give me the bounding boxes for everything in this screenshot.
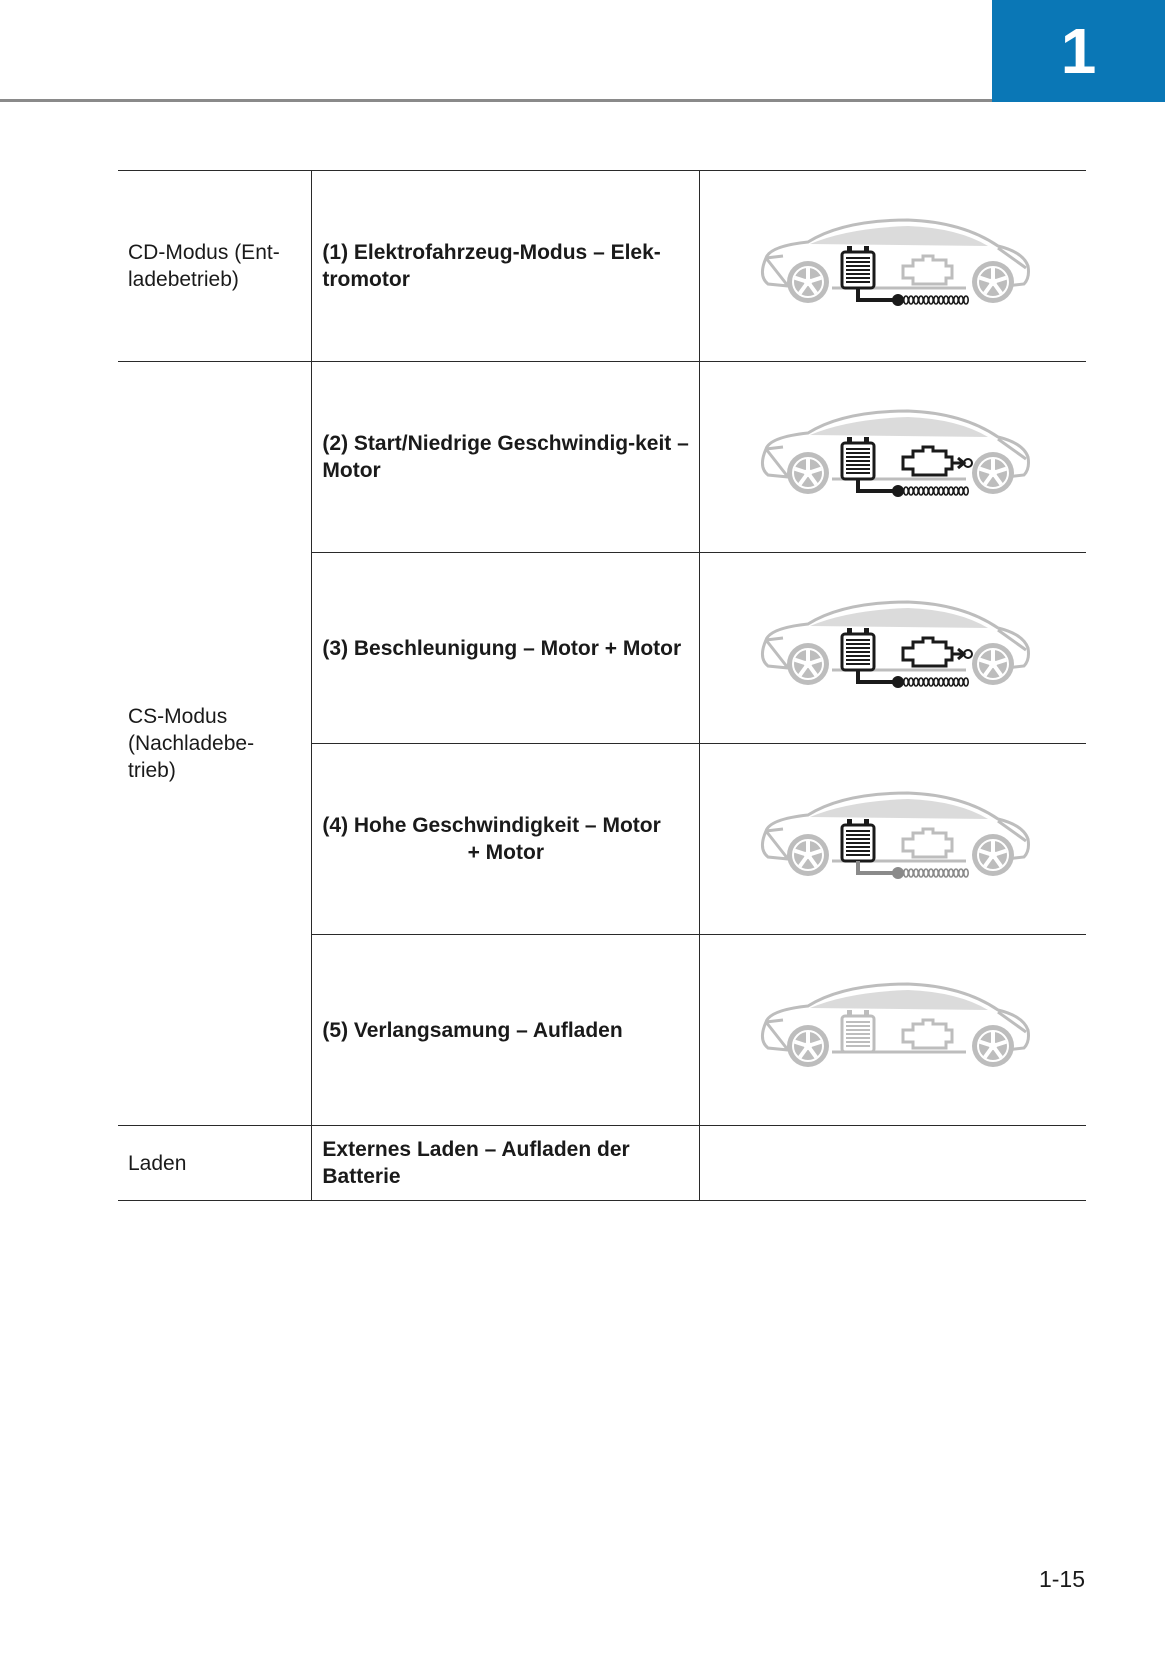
- diagram-cell: [700, 171, 1086, 362]
- description-cell: Externes Laden – Aufladen der Batterie: [312, 1126, 700, 1201]
- car-diagram-acceleration-mode: [710, 598, 1076, 698]
- description-cell: [312, 744, 700, 935]
- table-row: [118, 171, 1086, 362]
- description-cell: (1) Elektrofahrzeug-Modus – Elek-tromotor: [312, 171, 700, 362]
- car-diagram-high-speed-mode: [710, 789, 1076, 889]
- description-text: (4) Hohe Geschwindigkeit – Motor: [322, 814, 661, 837]
- diagram-cell-empty: [700, 1126, 1086, 1201]
- description-text-tail: + Motor: [467, 841, 544, 864]
- diagram-cell: [700, 553, 1086, 744]
- hybrid-modes-table: [118, 170, 1086, 1201]
- car-diagram-start-mode: [710, 407, 1076, 507]
- car-diagram-ev-mode: [710, 216, 1076, 316]
- table-row: [118, 1126, 1086, 1201]
- diagram-cell: [700, 362, 1086, 553]
- description-cell: (3) Beschleunigung – Motor + Motor: [312, 553, 700, 744]
- page-number: 1-15: [1038, 1566, 1085, 1592]
- mode-cell-cd: CD-Modus (Ent-ladebetrieb): [118, 171, 312, 362]
- diagram-cell: [700, 935, 1086, 1126]
- chapter-tab: 1: [992, 0, 1165, 102]
- mode-cell-cs: CS-Modus (Nachladebe-trieb): [118, 362, 312, 1126]
- description-cell: (2) Start/Niedrige Geschwindig-keit – Motor: [312, 362, 700, 553]
- header-rule: [0, 99, 992, 102]
- description-cell: (5) Verlangsamung – Aufladen: [312, 935, 700, 1126]
- table-row: [118, 362, 1086, 553]
- diagram-cell: [700, 744, 1086, 935]
- car-diagram-deceleration-mode: [710, 980, 1076, 1080]
- mode-cell-charging: Laden: [118, 1126, 312, 1201]
